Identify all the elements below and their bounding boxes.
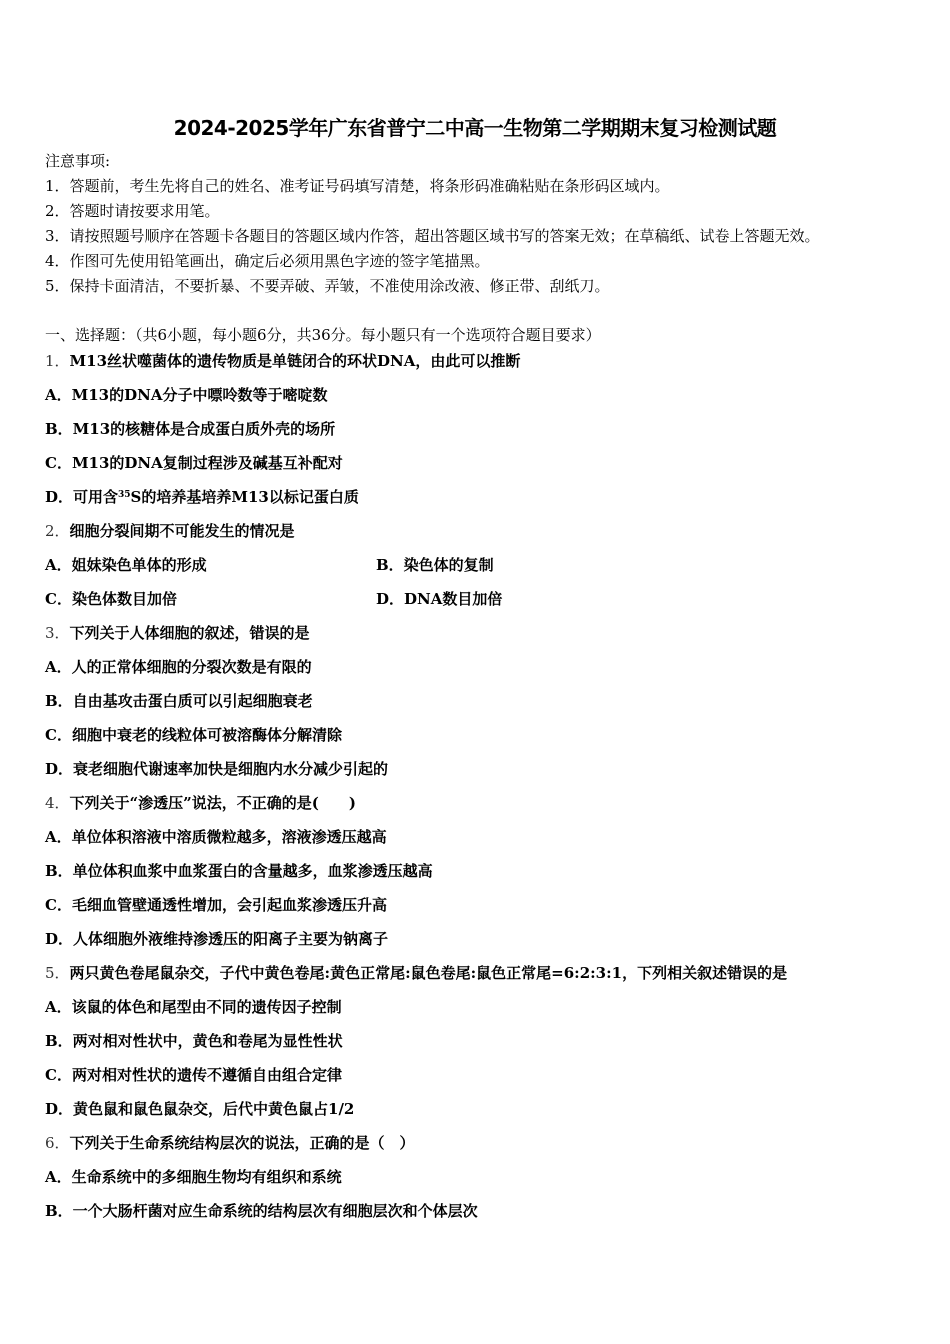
page-title: 2024-2025学年广东省普宁二中高一生物第二学期期末复习检测试题 — [173, 116, 777, 140]
question-stem: 下列关于“渗透压”说法，不正确的是( ) — [69, 794, 356, 812]
question-4 — [45, 793, 356, 813]
option-d: D．DNA数目加倍 — [376, 590, 503, 608]
option-b: B．染色体的复制 — [376, 556, 494, 574]
question-5 — [45, 963, 787, 983]
option-c: C．细胞中衰老的线粒体可被溶酶体分解清除 — [45, 726, 342, 744]
question-stem: M13丝状噬菌体的遗传物质是单链闭合的环状DNA，由此可以推断 — [69, 352, 521, 370]
option-c: C．毛细血管壁通透性增加，会引起血浆渗透压升高 — [45, 896, 387, 914]
option-d: D．衰老细胞代谢速率加快是细胞内水分减少引起的 — [45, 760, 389, 778]
option-b: B．M13的核糖体是合成蛋白质外壳的场所 — [45, 420, 336, 438]
option-b: B．单位体积血浆中血浆蛋白的含量越多，血浆渗透压越高 — [45, 862, 433, 880]
question-stem: 下列关于生命系统结构层次的说法，正确的是（ ） — [69, 1134, 415, 1152]
option-c: C．M13的DNA复制过程涉及碱基互补配对 — [45, 454, 343, 472]
question-3 — [45, 623, 310, 643]
option-a: A．生命系统中的多细胞生物均有组织和系统 — [45, 1168, 342, 1186]
notice-item: 5．保持卡面清洁，不要折暴、不要弄破、弄皱，不准使用涂改液、修正带、刮纸刀。 — [45, 277, 610, 295]
question-2 — [45, 521, 295, 541]
option-b: B．两对相对性状中，黄色和卷尾为显性性状 — [45, 1032, 343, 1050]
option-a: A．该鼠的体色和尾型由不同的遗传因子控制 — [45, 998, 342, 1016]
notice-item: 4．作图可先使用铅笔画出，确定后必须用黑色字迹的签字笔描黑。 — [45, 252, 490, 270]
question-number: 3． — [45, 624, 70, 642]
option-a: A．姐妹染色单体的形成 — [45, 556, 207, 574]
option-d: D．黄色鼠和鼠色鼠杂交，后代中黄色鼠占1/2 — [45, 1100, 355, 1118]
notice-item: 3．请按照题号顺序在答题卡各题目的答题区域内作答，超出答题区域书写的答案无效；在草稿纸、试卷上答题无效。 — [45, 227, 820, 245]
option-a: A．人的正常体细胞的分裂次数是有限的 — [45, 658, 312, 676]
notice-item: 2．答题时请按要求用笔。 — [45, 202, 220, 220]
option-a: A．M13的DNA分子中嘌呤数等于嘧啶数 — [45, 386, 328, 404]
question-number: 2． — [45, 522, 70, 540]
question-number: 6． — [45, 1134, 70, 1152]
option-b: B．自由基攻击蛋白质可以引起细胞衰老 — [45, 692, 313, 710]
isotope-superscript: 35 — [118, 490, 131, 500]
notice-heading: 注意事项: — [45, 152, 111, 170]
option-d: D．人体细胞外液维持渗透压的阳离子主要为钠离子 — [45, 930, 389, 948]
notice-item: 1．答题前，考生先将自己的姓名、准考证号码填写清楚，将条形码准确粘贴在条形码区域内。 — [45, 177, 670, 195]
option-b: B．一个大肠杆菌对应生命系统的结构层次有细胞层次和个体层次 — [45, 1202, 478, 1220]
question-stem: 下列关于人体细胞的叙述，错误的是 — [69, 624, 310, 642]
question-stem: 两只黄色卷尾鼠杂交，子代中黄色卷尾:黄色正常尾:鼠色卷尾:鼠色正常尾=6:2:3:1，下列相关叙述错误的是 — [69, 964, 788, 982]
question-1 — [45, 351, 520, 371]
option-d — [45, 487, 359, 507]
option-d-suffix: S的培养基培养M13以标记蛋白质 — [130, 488, 359, 506]
option-c: C．两对相对性状的遗传不遵循自由组合定律 — [45, 1066, 342, 1084]
section-heading: 一、选择题：（共6小题，每小题6分，共36分。每小题只有一个选项符合题目要求） — [45, 326, 601, 344]
question-number: 1． — [45, 352, 70, 370]
question-number: 5． — [45, 964, 70, 982]
question-6 — [45, 1133, 415, 1153]
question-number: 4． — [45, 794, 70, 812]
question-stem: 细胞分裂间期不可能发生的情况是 — [69, 522, 295, 540]
option-d-prefix: D．可用含 — [45, 488, 119, 506]
option-c: C．染色体数目加倍 — [45, 590, 177, 608]
option-a: A．单位体积溶液中溶质微粒越多，溶液渗透压越高 — [45, 828, 387, 846]
